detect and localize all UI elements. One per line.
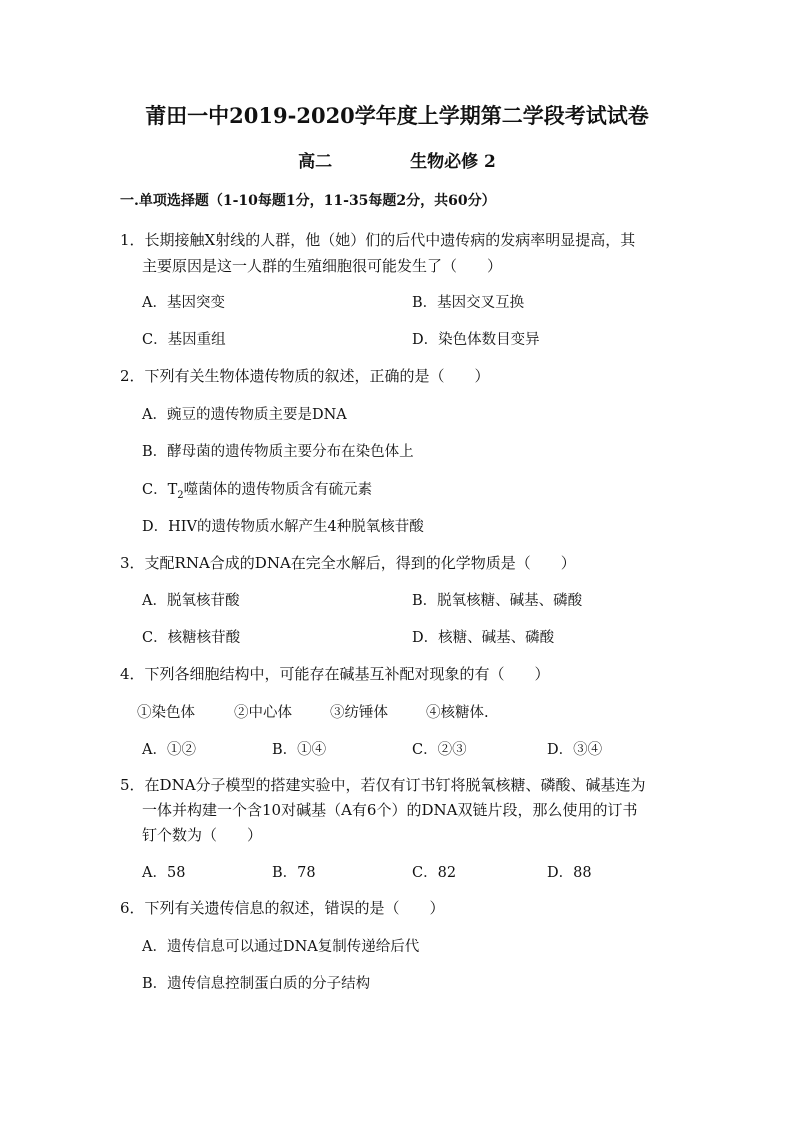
question-5-stem-line3: 钉个数为（ ） [142,826,263,844]
question-1-option-a: A．基因突变 [142,295,225,311]
question-5-option-c: C．82 [412,865,457,881]
question-4-stem: 4．下列各细胞结构中，可能存在碱基互补配对现象的有（ ） [120,665,550,683]
question-3-option-d: D．核糖、碱基、磷酸 [412,630,555,646]
subject-label: 生物必修 2 [410,152,496,172]
exam-subtitle [0,147,794,172]
question-1-stem-line2: 主要原因是这一人群的生殖细胞很可能发生了（ ） [142,257,503,275]
question-4-option-d: D．③④ [547,742,603,758]
question-2-stem: 2．下列有关生物体遗传物质的叙述，正确的是（ ） [120,367,490,385]
question-1-stem-line1: 1．长期接触X射线的人群，他（她）们的后代中遗传病的发病率明显提高，其 [120,231,636,249]
grade-label: 高二 [298,152,333,172]
question-3-option-c: C．核糖核苷酸 [142,630,241,646]
question-4-option-a: A．①② [142,742,196,758]
question-3-stem: 3．支配RNA合成的DNA在完全水解后，得到的化学物质是（ ） [120,554,576,572]
question-2-option-b: B．酵母菌的遗传物质主要分布在染色体上 [142,444,414,460]
question-4-item-1: ①染色体 [137,705,195,721]
subscript-2: 2 [177,489,184,501]
question-2-option-c: C．$T_2$噬菌体的遗传物质含有硫元素 [142,482,373,501]
question-4-item-2: ②中心体 [234,705,292,721]
question-5-option-b: B．78 [272,865,316,881]
question-4-item-3: ③纺锤体 [330,705,388,721]
question-4-option-c: C．②③ [412,742,467,758]
question-5-stem-line2: 一体并构建一个含10对碱基（A有6个）的DNA双链片段，那么使用的订书 [142,801,638,819]
exam-title: 莆田一中2019-2020学年度上学期第二学段考试试卷 [145,103,649,128]
question-4-option-b: B．①④ [272,742,327,758]
question-4-item-4: ④核糖体. [426,705,489,721]
question-6-stem: 6．下列有关遗传信息的叙述，错误的是（ ） [120,899,445,917]
question-6-option-b: B．遗传信息控制蛋白质的分子结构 [142,976,371,992]
question-5-option-a: A．58 [142,865,186,881]
question-1-option-d: D．染色体数目变异 [412,332,540,348]
question-1-option-c: C．基因重组 [142,332,226,348]
question-2-option-a: A．豌豆的遗传物质主要是DNA [142,407,347,423]
question-2-option-d: D．HIV的遗传物质水解产生4种脱氧核苷酸 [142,519,424,535]
question-3-option-a: A．脱氧核苷酸 [142,593,240,609]
section-heading: 一.单项选择题（1-10每题1分，11-35每题2分，共60分） [120,193,496,209]
question-5-option-d: D．88 [547,865,592,881]
question-5-stem-line1: 5．在DNA分子模型的搭建实验中，若仅有订书钉将脱氧核糖、磷酸、碱基连为 [120,776,646,794]
question-6-option-a: A．遗传信息可以通过DNA复制传递给后代 [142,939,420,955]
question-3-option-b: B．脱氧核糖、碱基、磷酸 [412,593,583,609]
question-1-option-b: B．基因交叉互换 [412,295,525,311]
